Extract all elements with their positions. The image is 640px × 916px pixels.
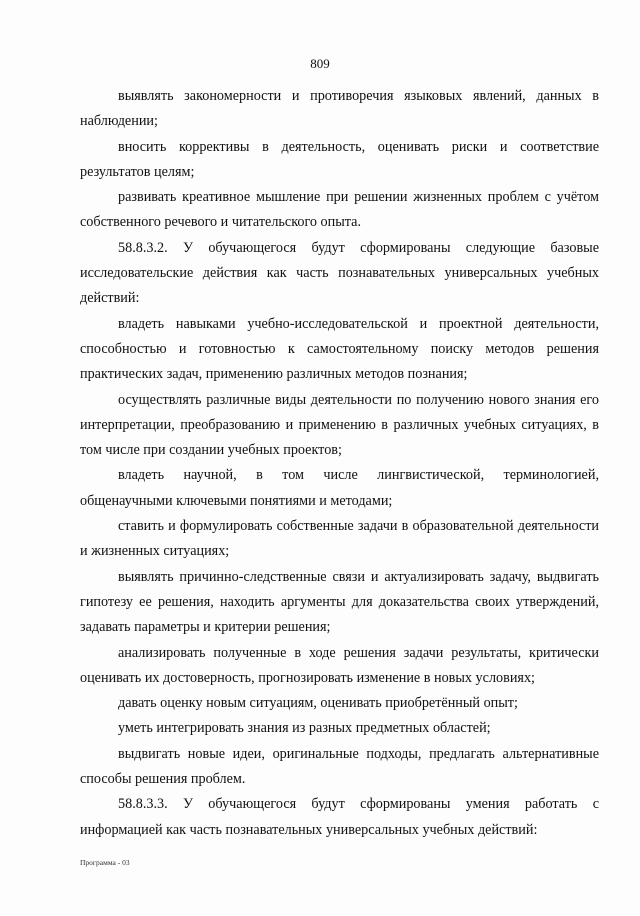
paragraph: осуществлять различные виды деятельности по получению нового знания его интерпретации, преобразованию и применению в различных учебных ситуациях, в том числе при создании учебных проектов; xyxy=(80,391,599,459)
paragraph: выявлять закономерности и противоречия языковых явлений, данных в наблюдении; xyxy=(80,88,599,130)
paragraph: 58.8.3.2. У обучающегося будут сформированы следующие базовые исследовательские действия как часть познавательных универсальных учебных действий: xyxy=(80,239,599,307)
paragraph: выявлять причинно-следственные связи и актуализировать задачу, выдвигать гипотезу ее решения, находить аргументы для доказательства своих утверждений, задавать параметры и критерии решения; xyxy=(80,568,599,636)
paragraph: уметь интегрировать знания из разных предметных областей; xyxy=(118,720,491,737)
paragraph: развивать креативное мышление при решении жизненных проблем с учётом собственного речевого и читательского опыта. xyxy=(80,189,599,231)
page-number: 809 xyxy=(310,56,330,71)
paragraph: 58.8.3.3. У обучающегося будут сформированы умения работать с информацией как часть познавательных универсальных учебных действий: xyxy=(80,796,599,838)
paragraph: вносить коррективы в деятельность, оценивать риски и соответствие результатов целям; xyxy=(80,138,599,180)
paragraph: ставить и формулировать собственные задачи в образовательной деятельности и жизненных ситуациях; xyxy=(80,518,599,560)
paragraph: выдвигать новые идеи, оригинальные подходы, предлагать альтернативные способы решения проблем. xyxy=(80,745,599,788)
paragraph: владеть навыками учебно-исследовательской и проектной деятельности, способностью и готовностью к самостоятельному поиску методов решения практических задач, применению различных методов познания; xyxy=(80,315,599,383)
footer-note: Программа - 03 xyxy=(80,858,130,867)
body-text xyxy=(80,84,599,843)
paragraph: анализировать полученные в ходе решения задачи результаты, критически оценивать их достоверность, прогнозировать изменение в новых условиях; xyxy=(80,644,599,686)
paragraph: давать оценку новым ситуациям, оценивать приобретённый опыт; xyxy=(118,695,518,712)
paragraph: владеть научной, в том числе лингвистической, терминологией, общенаучными ключевыми понятиями и методами; xyxy=(80,467,599,509)
